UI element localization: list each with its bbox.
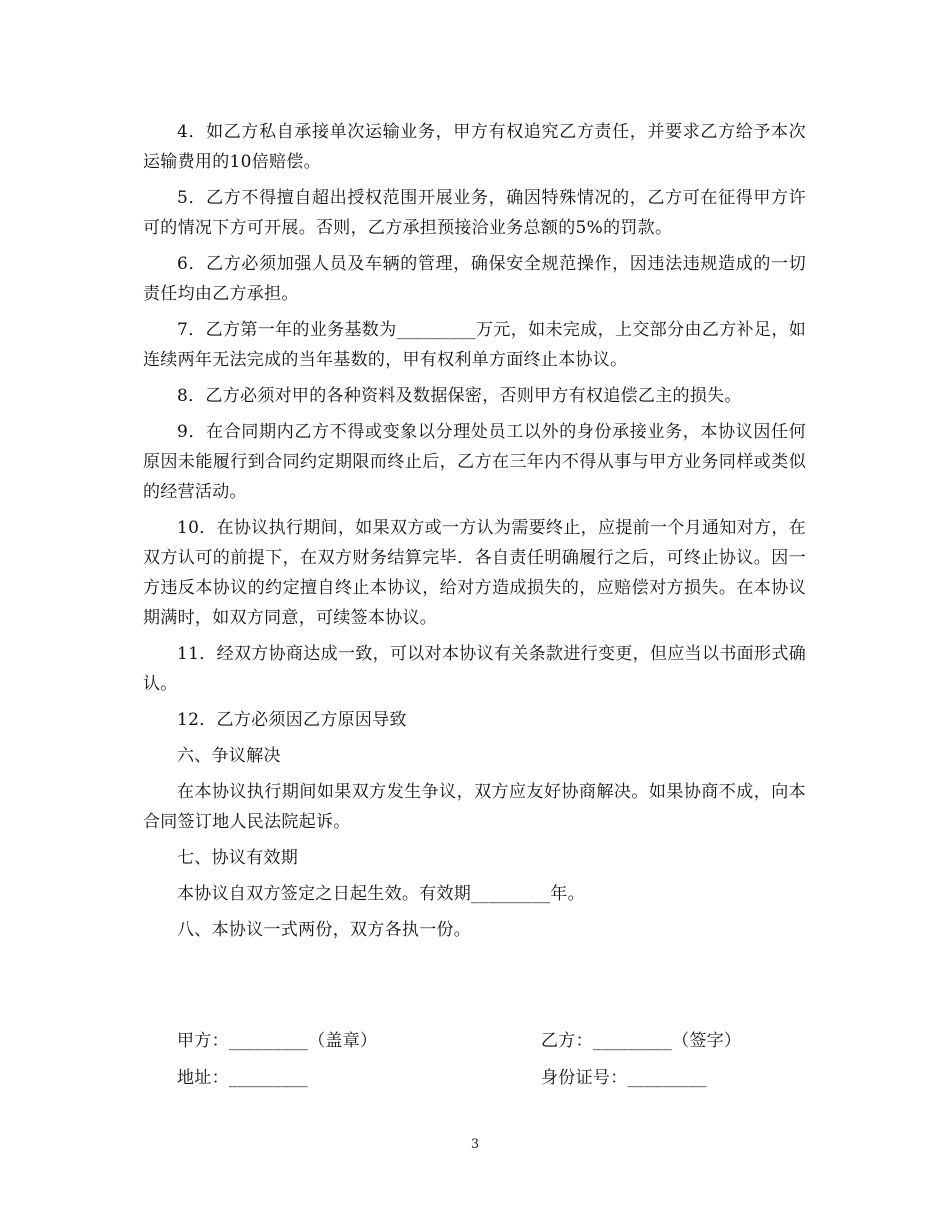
clause-8: 8．乙方必须对甲的各种资料及数据保密，否则甲方有权追偿乙主的损失。	[177, 386, 742, 406]
clause-4: 4．如乙方私自承接单次运输业务，甲方有权追究乙方责任，并要求乙方给予本次运输费用的10倍赔偿。	[143, 122, 806, 172]
id-number-line: 身份证号：_________	[541, 1068, 707, 1088]
clause-7: 7．乙方第一年的业务基数为_________万元，如未完成，上交部分由乙方补足，如连续两年无法完成的当年基数的，甲有权利单方面终止本协议。	[143, 320, 806, 370]
party-b-signature-line: 乙方：_________（签字）	[541, 1031, 742, 1051]
validity-text: 本协议自双方签定之日起生效。有效期_________年。	[177, 884, 585, 904]
signature-row-parties	[0, 1026, 950, 1056]
clause-10: 10．在协议执行期间，如果双方或一方认为需要终止，应提前一个月通知对方，在双方认可的前提下，在双方财务结算完毕．各自责任明确履行之后，可终止协议。因一方违反本协议的约定擅自终止本协议，给对方造成损失的，应赔偿对方损失。在本协议期满时，如双方同意，可续签本协议。	[143, 518, 806, 628]
address-line: 地址：_________	[177, 1068, 309, 1088]
section-heading-validity: 七、协议有效期	[177, 848, 299, 868]
clause-12: 12．乙方必须因乙方原因导致	[177, 710, 407, 730]
clause-9: 9．在合同期内乙方不得或变象以分理处员工以外的身份承接业务，本协议因任何原因未能履行到合同约定期限而终止后，乙方在三年内不得从事与甲方业务同样或类似的经营活动。	[143, 422, 806, 502]
clause-11: 11．经双方协商达成一致，可以对本协议有关条款进行变更，但应当以书面形式确认。	[143, 644, 806, 694]
clause-5: 5．乙方不得擅自超出授权范围开展业务，确因特殊情况的，乙方可在征得甲方许可的情况下方可开展。否则，乙方承担预接洽业务总额的5%的罚款。	[143, 188, 806, 238]
section-heading-dispute: 六、争议解决	[177, 746, 281, 766]
contract-body	[143, 117, 806, 951]
signature-row-details	[0, 1063, 950, 1093]
party-a-seal-line: 甲方：_________（盖章）	[177, 1031, 378, 1051]
dispute-resolution-text: 在本协议执行期间如果双方发生争议，双方应友好协商解决。如果协商不成，向本合同签订地人民法院起诉。	[143, 782, 806, 832]
clause-6: 6．乙方必须加强人员及车辆的管理，确保安全规范操作，因违法违规造成的一切责任均由乙方承担。	[143, 254, 806, 304]
section-heading-copies: 八、本协议一式两份，双方各执一份。	[177, 920, 472, 940]
page-number: 3	[470, 1137, 480, 1152]
